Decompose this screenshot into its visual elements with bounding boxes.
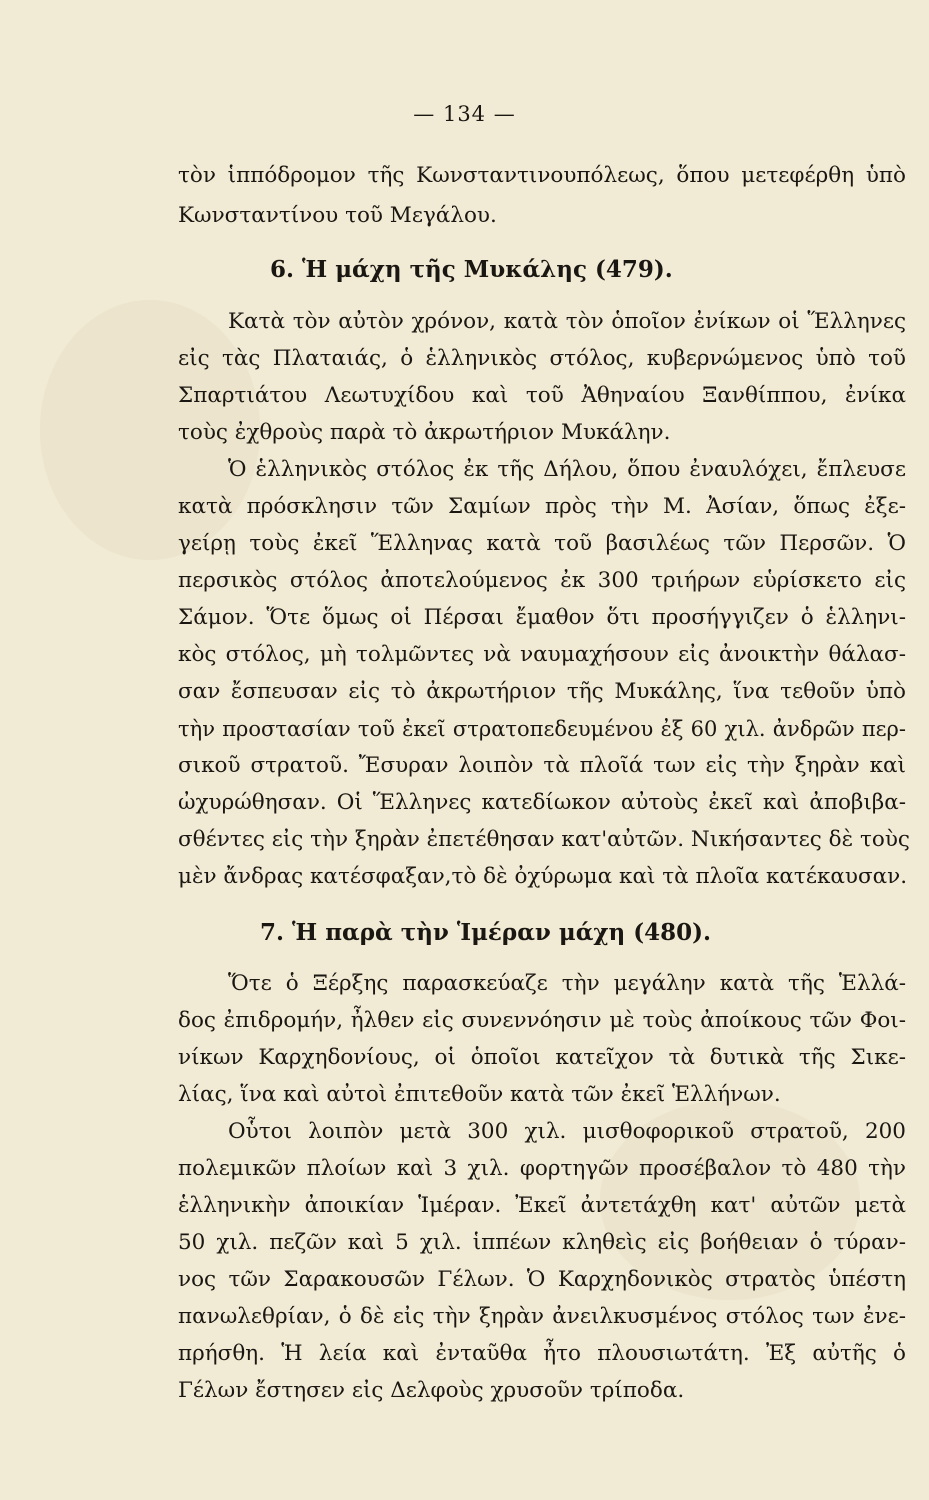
text-line: τὴν προστασίαν τοῦ ἐκεῖ στρατοπεδευμένου ἐξ 60 χιλ. ἀνδρῶν περ-	[178, 717, 906, 741]
text-line: νίκων Καρχηδονίους, οἱ ὁποῖοι κατεῖχον τὰ δυτικὰ τῆς Σικε-	[178, 1045, 906, 1070]
text-line: Ὅτε ὁ Ξέρξης παρασκεύαζε τὴν μεγάλην κατὰ τῆς Ἑλλά-	[228, 971, 906, 996]
text-line: πανωλεθρίαν, ὁ δὲ εἰς τὴν ξηρὰν ἀνειλκυσμένος στόλος των ἐνε-	[178, 1304, 906, 1329]
text-line: πρήσθη. Ἡ λεία καὶ ἐνταῦθα ἦτο πλουσιωτάτη. Ἐξ αὐτῆς ὁ	[178, 1341, 906, 1366]
text-line: σθέντες εἰς τὴν ξηρὰν ἐπετέθησαν κατ'αὐτῶν. Νικήσαντες δὲ τοὺς	[178, 827, 910, 852]
section-heading: 7. Ἡ παρὰ τὴν Ἱμέραν μάχη (480).	[260, 919, 712, 946]
text-line: τὸν ἱππόδρομον τῆς Κωνσταντινουπόλεως, ὅπου μετεφέρθη ὑπὸ	[178, 163, 906, 188]
text-line: γείρῃ τοὺς ἐκεῖ Ἕλληνας κατὰ τοῦ βασιλέως τῶν Περσῶν. Ὁ	[178, 531, 906, 556]
text-line: Γέλων ἔστησεν εἰς Δελφοὺς χρυσοῦν τρίποδα.	[178, 1378, 685, 1403]
text-line: σαν ἔσπευσαν εἰς τὸ ἀκρωτήριον τῆς Μυκάλης, ἵνα τεθοῦν ὑπὸ	[178, 679, 906, 704]
text-line: ἑλληνικὴν ἀποικίαν Ἱμέραν. Ἐκεῖ ἀντετάχθη κατ' αὐτῶν μετὰ	[178, 1193, 906, 1218]
text-line: ὠχυρώθησαν. Οἱ Ἕλληνες κατεδίωκον αὐτοὺς ἐκεῖ καὶ ἀποβιβα-	[178, 790, 906, 815]
text-line: μὲν ἄνδρας κατέσφαξαν,τὸ δὲ ὀχύρωμα καὶ τὰ πλοῖα κατέκαυσαν.	[178, 864, 908, 889]
text-line: σικοῦ στρατοῦ. Ἔσυραν λοιπὸν τὰ πλοῖά των εἰς τὴν ξηρὰν καὶ	[178, 753, 906, 778]
text-line: Κωνσταντίνου τοῦ Μεγάλου.	[178, 203, 497, 228]
text-line: κὸς στόλος, μὴ τολμῶντες νὰ ναυμαχήσουν εἰς ἀνοικτὴν θάλασ-	[178, 642, 906, 667]
text-line: νος τῶν Σαρακουσῶν Γέλων. Ὁ Καρχηδονικὸς στρατὸς ὑπέστη	[178, 1267, 906, 1292]
text-line: περσικὸς στόλος ἀποτελούμενος ἐκ 300 τριήρων εὑρίσκετο εἰς	[178, 568, 906, 593]
text-line: τοὺς ἐχθροὺς παρὰ τὸ ἀκρωτήριον Μυκάλην.	[178, 420, 671, 445]
text-line: Σάμον. Ὅτε ὅμως οἱ Πέρσαι ἔμαθον ὅτι προσήγγιζεν ὁ ἑλληνι-	[178, 605, 906, 630]
text-line: δος ἐπιδρομήν, ἦλθεν εἰς συνεννόησιν μὲ τοὺς ἀποίκους τῶν Φοι-	[178, 1008, 906, 1033]
text-line: Οὗτοι λοιπὸν μετὰ 300 χιλ. μισθοφορικοῦ στρατοῦ, 200	[228, 1119, 906, 1144]
text-line: εἰς τὰς Πλαταιάς, ὁ ἑλληνικὸς στόλος, κυβερνώμενος ὑπὸ τοῦ	[178, 346, 906, 371]
page-number: — 134 —	[413, 102, 516, 126]
text-line: Κατὰ τὸν αὐτὸν χρόνον, κατὰ τὸν ὁποῖον ἐνίκων οἱ Ἕλληνες	[228, 309, 906, 334]
section-heading: 6. Ἡ μάχη τῆς Μυκάλης (479).	[270, 256, 673, 283]
text-line: Ὁ ἑλληνικὸς στόλος ἐκ τῆς Δήλου, ὅπου ἐναυλόχει, ἔπλευσε	[228, 457, 906, 482]
text-line: Σπαρτιάτου Λεωτυχίδου καὶ τοῦ Ἀθηναίου Ξανθίππου, ἐνίκα	[178, 383, 906, 408]
text-line: κατὰ πρόσκλησιν τῶν Σαμίων πρὸς τὴν Μ. Ἀσίαν, ὅπως ἐξε-	[178, 494, 906, 519]
text-line: 50 χιλ. πεζῶν καὶ 5 χιλ. ἱππέων κληθεὶς εἰς βοήθειαν ὁ τύραν-	[178, 1230, 906, 1255]
text-line: πολεμικῶν πλοίων καὶ 3 χιλ. φορτηγῶν προσέβαλον τὸ 480 τὴν	[178, 1156, 906, 1181]
text-line: λίας, ἵνα καὶ αὐτοὶ ἐπιτεθοῦν κατὰ τῶν ἐκεῖ Ἑλλήνων.	[178, 1082, 781, 1107]
